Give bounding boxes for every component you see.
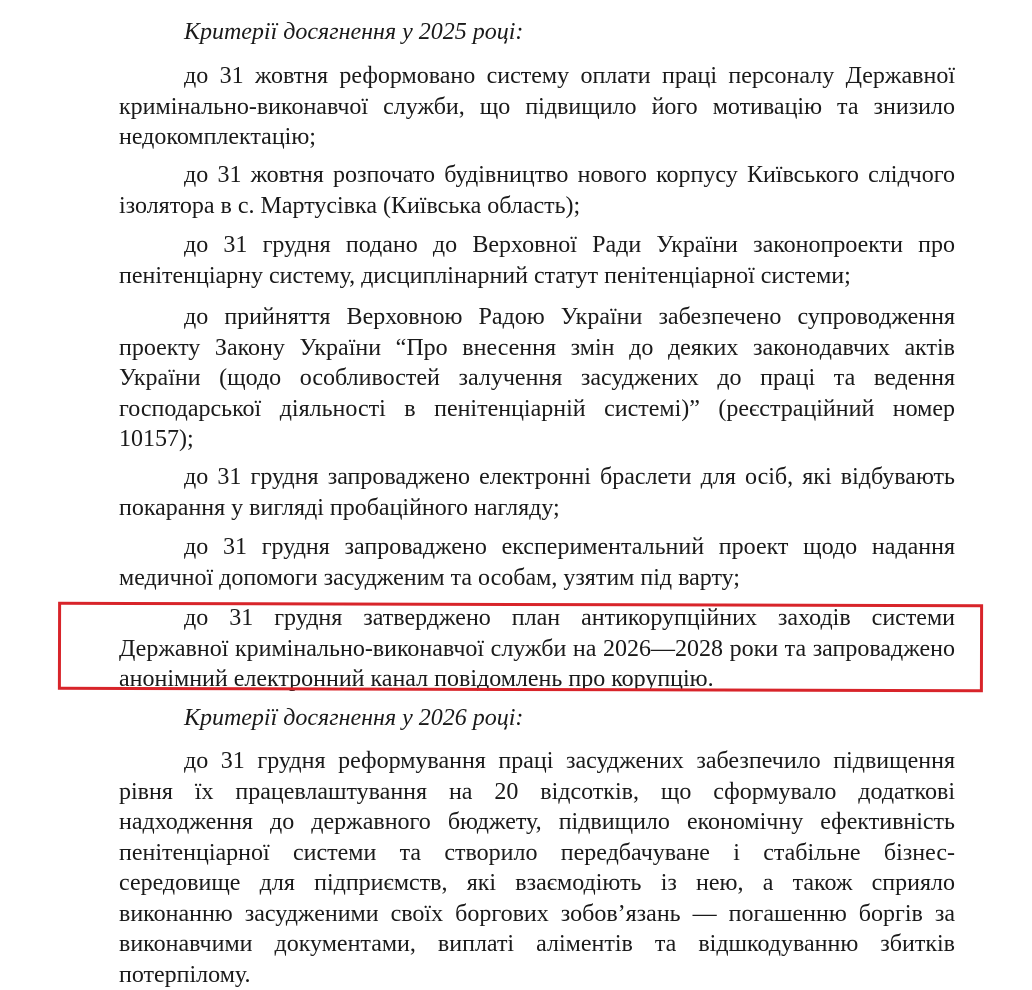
criterion-2025-5: до 31 грудня запроваджено електронні браслети для осіб, які відбувають покарання у вигляді пробаційного нагляду; bbox=[119, 464, 955, 521]
heading-criteria-2025: Критерії досягнення у 2025 році: bbox=[184, 19, 524, 45]
criterion-2025-7-highlighted: до 31 грудня затверджено план антикорупційних заходів системи Державної кримінально-виконавчої служби на 2026—2028 роки та запроваджено анонімний електронний канал повідомлень про корупцію. bbox=[119, 605, 955, 692]
criterion-2025-3: до 31 грудня подано до Верховної Ради України законопроекти про пенітенціарну систему, дисциплінарний статут пенітенціарної системи; bbox=[119, 232, 955, 289]
criterion-2025-4: до прийняття Верховною Радою України забезпечено супроводження проекту Закону України “Про внесення змін до деяких законодавчих актів України (щодо особливостей залучення засуджених до праці та ведення господарської діяльності в пенітенціарній системі)” (реєстраційний номер 10157); bbox=[119, 304, 955, 452]
criterion-2025-1: до 31 жовтня реформовано систему оплати праці персоналу Державної кримінально-виконавчої служби, що підвищило його мотивацію та знизило недокомплектацію; bbox=[119, 63, 955, 150]
criterion-2025-6: до 31 грудня запроваджено експериментальний проект щодо надання медичної допомоги засудженим та особам, узятим під варту; bbox=[119, 534, 955, 591]
criterion-2025-2: до 31 жовтня розпочато будівництво нового корпусу Київського слідчого ізолятора в с. Мартусівка (Київська область); bbox=[119, 162, 955, 219]
criterion-2026-1: до 31 грудня реформування праці засуджених забезпечило підвищення рівня їх працевлаштування на 20 відсотків, що сформувало додаткові надходження до державного бюджету, підвищило економічну ефективність пенітенціарної системи та створило передбачуване і стабільне бізнес-середовище для підприємств, які взаємодіють із нею, а також сприяло виконанню засудженими своїх боргових зобов’язань — погашенню боргів за виконавчими документами, виплаті аліментів та відшкодуванню збитків потерпілому. bbox=[119, 748, 955, 988]
heading-criteria-2026: Критерії досягнення у 2026 році: bbox=[184, 705, 524, 731]
